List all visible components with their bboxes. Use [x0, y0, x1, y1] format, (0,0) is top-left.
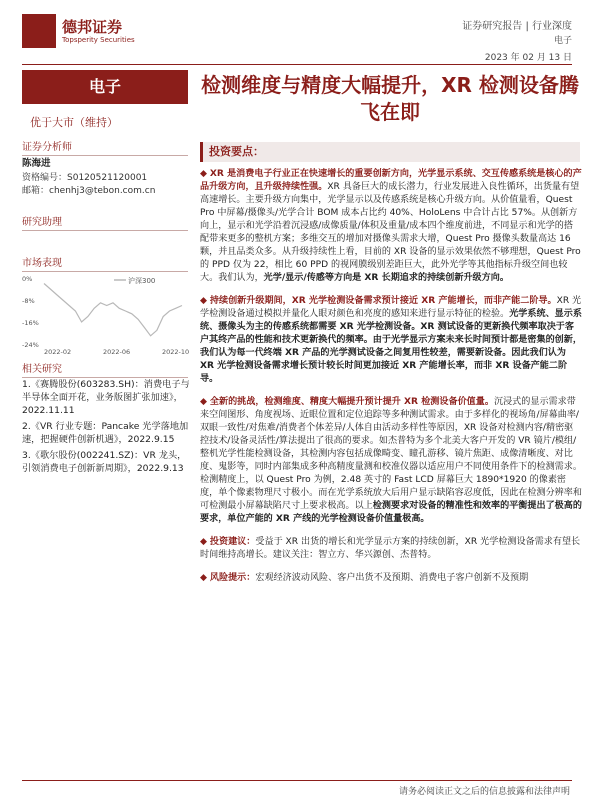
- header-divider: [22, 64, 572, 65]
- sector-band: 电子: [22, 70, 188, 104]
- rating: 优于大市（维持）: [30, 116, 118, 129]
- analyst-cert: 资格编号：S0120521120001: [22, 173, 148, 183]
- logo-name-cn: 德邦证券: [62, 18, 123, 36]
- market-chart: [22, 268, 190, 356]
- x-tick-label: 2022-02: [44, 348, 72, 356]
- bullet-3: ◆ 全新的挑战，检测维度、精度大幅提升预计提升 XR 检测设备价值量。沉浸式的显示需求带来空间图形、角度视场、近眼位置和定位追踪等多种测试需求。由于多样化的视场角/屏幕曲率/双眼一致性/对焦难/消费者个体差异/人体自由活动多样性等原因，XR 设备对检测内容/精密驱控技术/设备灵活性/算法提出了很高的要求。如杰普特为多个北美大客户开发的 VR 镜片/模组/整机光学性能检测设备，其检测内容包括成像畸变、瞳孔游移、镜片焦距、成像清晰度、对比度、鬼影等，同时内部集成多种高精度量测和校准仪器以适应用户不同使用条件下的检测需求。检测精度上，以 Quest Pro 为例，2.48 英寸的 Fast LCD 屏幕巨大 1890*1920 的像素密度，单个像素物理尺寸极小。而在光学系统放大后用户显示缺陷容忍度低，因此在检测分辨率和可检测最小屏幕缺陷尺寸上要求极高。以上检测要求对设备的精准性和效率的平衡提出了极高的要求，单位产能的 XR 产线的光学检测设备价值量极高。: [200, 397, 582, 524]
- analyst-heading: 证券分析师: [22, 138, 188, 156]
- y-tick-label: 0%: [22, 275, 33, 283]
- y-tick-label: -24%: [22, 341, 39, 349]
- key-points: [200, 168, 582, 595]
- x-tick-label: 2022-06: [103, 348, 131, 356]
- related-item[interactable]: 2.《VR 行业专题：Pancake 光学落地加速，把握硬件创新机遇》，2022.9.15: [22, 421, 189, 445]
- related-item[interactable]: 3.《歌尔股份(002241.SZ)：VR 龙头，引领消费电子创新新周期》，2022.9.13: [22, 450, 187, 474]
- analyst-email[interactable]: 邮箱：chenhj3@tebon.com.cn: [22, 186, 156, 196]
- bullet-1: ◆ XR 是消费电子行业正在快速增长的重要创新方向，光学显示系统、交互传感系统是核心的产品升级方向，且升级持续性强。XR 具备巨大的成长潜力，行业发展进入良性循环，出货量有望高速增长。主要升级方向集中，光学显示以及传感系统是核心升级方向。从价值量看，Quest Pro 中屏幕/摄像头/光学合计 BOM 成本占比约 40%、HoloLens 中合计占比 57%。从创新方向上，显示和光学沿着沉浸感/成像质量/体积及重量/成本四个维度前进，不同显示和光学的搭配带来更多的整机方案；多维交互的增加对摄像头需求大增，Quest Pro 摄像头数量高达 16 颗，并且品类众多。从升级持续性上看，目前的 XR 设备的显示效果依然不够理想，Quest Pro 的 PPD 仅为 22，相比 60 PPD 的视网膜级别差距巨大，此外光学等其他指标升级空间也较大。我们认为，光学/显示/传感等方向是 XR 长期追求的持续创新升级方向。: [200, 169, 582, 283]
- report-date: 2023 年 02 月 13 日: [484, 53, 572, 63]
- market-heading: 市场表现: [22, 254, 188, 272]
- analyst-name: 陈海进: [22, 158, 51, 169]
- footer-disclaimer: 请务必阅读正文之后的信息披露和法律声明: [398, 787, 570, 797]
- x-tick-label: 2022-10: [162, 348, 190, 356]
- report-type: 证券研究报告 | 行业深度: [462, 21, 572, 32]
- assistant-heading: 研究助理: [22, 213, 188, 231]
- bullet-5: ◆ 风险提示：宏观经济波动风险、客户出货不及预期、消费电子客户创新不及预期: [200, 573, 529, 583]
- report-title: 检测维度与精度大幅提升，XR 检测设备腾飞在即: [201, 73, 579, 124]
- y-tick-label: -16%: [22, 319, 39, 327]
- logo-name-en: Topsperity Securities: [62, 36, 135, 44]
- header-sector: 电子: [553, 36, 572, 46]
- series-line-hs300: [44, 284, 182, 336]
- logo-mark-icon: [22, 14, 56, 48]
- key-points-heading: 投资要点：: [200, 142, 580, 162]
- y-tick-label: -8%: [22, 297, 35, 305]
- legend-label: 沪深300: [128, 277, 156, 285]
- related-list: [22, 378, 190, 478]
- company-logo: [22, 14, 152, 48]
- bullet-4: ◆ 投资建议：受益于 XR 出货的增长和光学显示方案的持续创新，XR 光学检测设备需求有望长时间维持高增长。建议关注：智立方、华兴源创、杰普特。: [200, 537, 581, 560]
- related-heading: 相关研究: [22, 360, 188, 378]
- bullet-2: ◆ 持续创新升级期间，XR 光学检测设备需求预计接近 XR 产能增长，而非产能二阶导。XR 光学检测设备通过模拟并量化人眼对颜色和亮度的感知来进行显示特征的检验。光学系统、显示系统、摄像头为主的传感系统都需要 XR 光学检测设备。XR 测试设备的更新换代频率取决于客户其终产品的性能和技术更新换代的频率。由于光学显示方案未来长时间预计都是密集的创新，我们认为每一代终端 XR 产品的光学测试设备之间复用性较差，需要新设备。因此我们认为 XR 光学检测设备需求增长预计较长时间更加接近 XR 产能增长率，而非 XR 设备产能二阶导。: [200, 296, 582, 384]
- related-item[interactable]: 1.《赛腾股份(603283.SH)：消费电子与半导体全面开花，业务版图扩张加速》，2022.11.11: [22, 379, 190, 416]
- footer-divider: [22, 780, 572, 781]
